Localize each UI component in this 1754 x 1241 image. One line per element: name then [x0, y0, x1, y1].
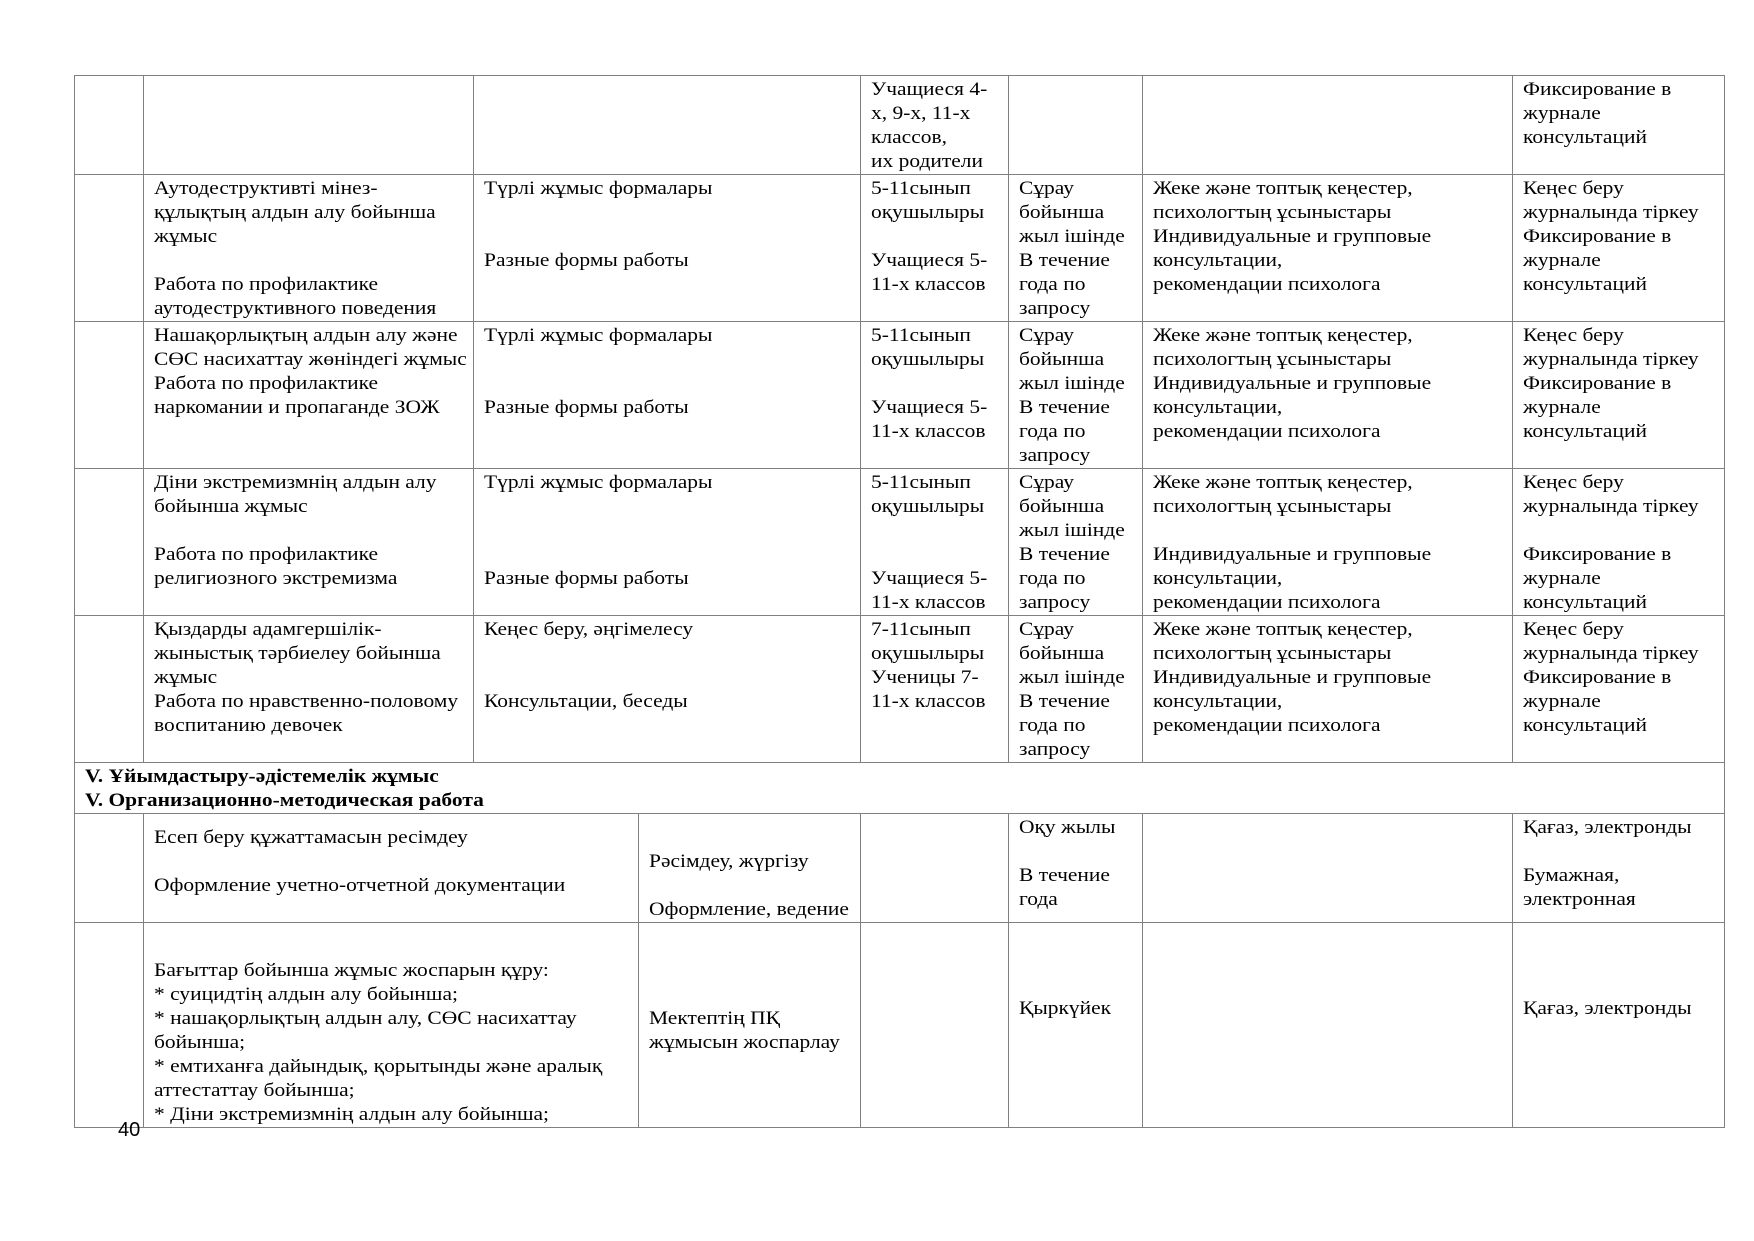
- participants-cell: [861, 76, 1009, 175]
- cell-line: 5-11сынып: [871, 178, 971, 199]
- cell-line: журнале: [1523, 691, 1601, 712]
- cell-line: Фиксирование в: [1523, 79, 1672, 100]
- cell-line: 7-11сынып: [871, 619, 971, 640]
- cell-line: 11-х классов: [871, 592, 986, 613]
- cell-line: [871, 225, 987, 249]
- cell-line: оқушылыры: [871, 496, 985, 517]
- record-cell: [1513, 322, 1725, 469]
- timing-cell: [1009, 923, 1143, 1128]
- cell-line: журнале: [1523, 103, 1601, 124]
- cell-line: бойынша: [1019, 496, 1105, 517]
- cell-line: [484, 225, 712, 249]
- section-header: [75, 763, 1725, 814]
- cell-line: [649, 959, 840, 983]
- cell-line: запросу: [1019, 592, 1091, 613]
- cell-line: Кеңес беру: [1523, 472, 1624, 493]
- cell-line: [484, 495, 712, 519]
- cell-line: оқушылыры: [871, 202, 985, 223]
- record-cell: [1513, 175, 1725, 322]
- cell-line: Индивидуальные и групповые: [1153, 373, 1432, 394]
- timing-cell: [1009, 814, 1143, 923]
- cell-line: [484, 372, 712, 396]
- cell-line: наркомании и пропаганде ЗОЖ: [154, 397, 440, 418]
- cell-line: жыл ішінде: [1019, 667, 1125, 688]
- table-row: [75, 76, 1725, 175]
- cell-line: Работа по профилактике: [154, 544, 379, 565]
- cell-line: Қағаз, электронды: [1523, 817, 1692, 838]
- cell-line: Түрлі жұмыс формалары: [484, 325, 713, 346]
- participants-cell: [861, 322, 1009, 469]
- cell-line: [649, 826, 849, 850]
- cell-line: журнале: [1523, 397, 1601, 418]
- cell-line: 5-11сынып: [871, 325, 971, 346]
- form-cell: [639, 923, 861, 1128]
- cell-line: Индивидуальные и групповые: [1153, 226, 1432, 247]
- row-number-cell: [75, 923, 144, 1128]
- cell-line: консультации,: [1153, 397, 1283, 418]
- cell-line: журнале: [1523, 568, 1601, 589]
- timing-cell: [1009, 175, 1143, 322]
- participants-cell: [861, 814, 1009, 923]
- cell-line: года по: [1019, 274, 1086, 295]
- cell-line: рекомендации психолога: [1153, 274, 1381, 295]
- row-number-cell: [75, 322, 144, 469]
- cell-line: консультаций: [1523, 592, 1647, 613]
- cell-line: [649, 935, 840, 959]
- cell-line: консультаций: [1523, 274, 1647, 295]
- cell-line: * нашақорлықтың алдын алу, СӨС насихаттау: [154, 1008, 577, 1029]
- cell-line: Разные формы работы: [484, 568, 689, 589]
- activity-cell: [144, 616, 474, 763]
- timing-cell: [1009, 469, 1143, 616]
- cell-line: оқушылыры: [871, 349, 985, 370]
- cell-line: психологтың ұсыныстары: [1153, 349, 1392, 370]
- timing-cell: [1009, 76, 1143, 175]
- cell-line: рекомендации психолога: [1153, 715, 1381, 736]
- activity-cell: [144, 76, 474, 175]
- cell-line: Рәсімдеу, жүргізу: [649, 851, 809, 872]
- cell-line: [1019, 973, 1111, 997]
- table-row: [75, 616, 1725, 763]
- table-row: [75, 814, 1725, 923]
- cell-line: журналында тіркеу: [1523, 643, 1699, 664]
- row-number-cell: [75, 76, 144, 175]
- cell-line: консультаций: [1523, 715, 1647, 736]
- table-row: [75, 175, 1725, 322]
- cell-line: Жеке және топтық кеңестер,: [1153, 619, 1413, 640]
- form-cell: [474, 322, 861, 469]
- cell-line: [484, 348, 712, 372]
- cell-line: жыныстық тәрбиелеу бойынша: [154, 643, 441, 664]
- cell-line: журналында тіркеу: [1523, 349, 1699, 370]
- cell-line: Оқу жылы: [1019, 817, 1116, 838]
- row-number-cell: [75, 175, 144, 322]
- cell-line: [871, 543, 987, 567]
- cell-line: электронная: [1523, 889, 1636, 910]
- cell-line: [1523, 840, 1692, 864]
- cell-line: [1523, 925, 1692, 949]
- cell-line: х, 9-х, 11-х: [871, 103, 971, 124]
- cell-line: жұмыс: [154, 667, 218, 688]
- cell-line: * Діни экстремизмнің алдын алу бойынша;: [154, 1104, 550, 1125]
- cell-line: консультации,: [1153, 691, 1283, 712]
- cell-line: Жеке және топтық кеңестер,: [1153, 472, 1413, 493]
- cell-line: Консультации, беседы: [484, 691, 688, 712]
- row-number-cell: [75, 469, 144, 616]
- cell-line: года: [1019, 889, 1058, 910]
- cell-line: Работа по профилактике: [154, 274, 379, 295]
- cell-line: Қағаз, электронды: [1523, 998, 1692, 1019]
- cell-line: журналында тіркеу: [1523, 496, 1699, 517]
- cell-line: консультации,: [1153, 250, 1283, 271]
- cell-line: Мектептің ПҚ: [649, 1008, 780, 1029]
- cell-line: Оформление учетно-отчетной документации: [154, 875, 566, 896]
- cell-line: Ученицы 7-: [871, 667, 979, 688]
- cell-line: жұмысын жоспарлау: [649, 1032, 840, 1053]
- cell-line: Индивидуальные и групповые: [1153, 544, 1432, 565]
- cell-line: [484, 519, 712, 543]
- cell-line: В течение: [1019, 397, 1110, 418]
- cell-line: жыл ішінде: [1019, 520, 1125, 541]
- record-cell: [1513, 616, 1725, 763]
- row-number-cell: [75, 814, 144, 923]
- cell-line: бойынша: [1019, 643, 1105, 664]
- cell-line: журналында тіркеу: [1523, 202, 1699, 223]
- cell-line: құлықтың алдын алу бойынша: [154, 202, 436, 223]
- participants-cell: [861, 469, 1009, 616]
- cell-line: психологтың ұсыныстары: [1153, 202, 1392, 223]
- cell-line: [154, 935, 602, 959]
- cell-line: 5-11сынып: [871, 472, 971, 493]
- cell-line: Кеңес беру: [1523, 178, 1624, 199]
- form-cell: [474, 469, 861, 616]
- timing-cell: [1009, 616, 1143, 763]
- cell-line: Діни экстремизмнің алдын алу: [154, 472, 437, 493]
- cell-line: 11-х классов: [871, 421, 986, 442]
- cell-line: Фиксирование в: [1523, 373, 1672, 394]
- cell-line: 11-х классов: [871, 691, 986, 712]
- cell-line: [154, 249, 436, 273]
- cell-line: бойынша: [1019, 349, 1105, 370]
- cell-line: религиозного экстремизма: [154, 568, 398, 589]
- cell-line: Кеңес беру: [1523, 325, 1624, 346]
- cell-line: Түрлі жұмыс формалары: [484, 178, 713, 199]
- cell-line: аттестаттау бойынша;: [154, 1080, 355, 1101]
- row-number-cell: [75, 616, 144, 763]
- cell-line: Индивидуальные и групповые: [1153, 667, 1432, 688]
- activity-cell: [144, 923, 639, 1128]
- cell-line: запросу: [1019, 298, 1091, 319]
- cell-line: Кеңес беру, әңгімелесу: [484, 619, 694, 640]
- cell-line: Қыздарды адамгершілік-: [154, 619, 382, 640]
- record-cell: [1513, 814, 1725, 923]
- cell-line: Разные формы работы: [484, 397, 689, 418]
- cell-line: оқушылыры: [871, 643, 985, 664]
- table-row: [75, 469, 1725, 616]
- cell-line: Фиксирование в: [1523, 226, 1672, 247]
- cell-line: консультаций: [1523, 421, 1647, 442]
- cell-line: Учащиеся 4-: [871, 79, 988, 100]
- cell-line: Аутодеструктивті мінез-: [154, 178, 378, 199]
- cell-line: Нашақорлықтың алдын алу және: [154, 325, 458, 346]
- cell-line: [1523, 949, 1692, 973]
- cell-line: их родители: [871, 151, 983, 172]
- cell-line: журнале: [1523, 250, 1601, 271]
- cell-line: жұмыс: [154, 226, 218, 247]
- cell-line: бойынша жұмыс: [154, 496, 308, 517]
- cell-line: Сұрау: [1019, 325, 1074, 346]
- participants-cell: [861, 923, 1009, 1128]
- plan-table: [74, 75, 1725, 1128]
- cell-line: Работа по профилактике: [154, 373, 379, 394]
- cell-line: [484, 201, 712, 225]
- cell-line: В течение: [1019, 544, 1110, 565]
- cell-line: * емтиханға дайындық, қорытынды және аралық: [154, 1056, 603, 1077]
- cell-line: [649, 983, 840, 1007]
- cell-line: СӨС насихаттау жөніндегі жұмыс: [154, 349, 467, 370]
- cell-line: запросу: [1019, 739, 1091, 760]
- section-title: V. Ұйымдастыру-әдістемелік жұмыс: [85, 766, 439, 787]
- cell-line: Учащиеся 5-: [871, 397, 988, 418]
- result-cell: [1143, 76, 1513, 175]
- cell-line: Сұрау: [1019, 619, 1074, 640]
- cell-line: Түрлі жұмыс формалары: [484, 472, 713, 493]
- cell-line: психологтың ұсыныстары: [1153, 496, 1392, 517]
- table-row: [75, 322, 1725, 469]
- timing-cell: [1009, 322, 1143, 469]
- cell-line: психологтың ұсыныстары: [1153, 643, 1392, 664]
- cell-line: года по: [1019, 715, 1086, 736]
- cell-line: Қыркүйек: [1019, 998, 1112, 1019]
- activity-cell: [144, 469, 474, 616]
- form-cell: [474, 616, 861, 763]
- cell-line: рекомендации психолога: [1153, 592, 1381, 613]
- cell-line: [484, 666, 693, 690]
- cell-line: запросу: [1019, 445, 1091, 466]
- cell-line: Жеке және топтық кеңестер,: [1153, 325, 1413, 346]
- cell-line: [484, 543, 712, 567]
- cell-line: Оформление, ведение: [649, 899, 849, 920]
- cell-line: [1153, 519, 1431, 543]
- cell-line: года по: [1019, 421, 1086, 442]
- cell-line: * суицидтің алдын алу бойынша;: [154, 984, 458, 1005]
- record-cell: [1513, 76, 1725, 175]
- cell-line: Фиксирование в: [1523, 667, 1672, 688]
- result-cell: [1143, 469, 1513, 616]
- cell-line: бойынша: [1019, 202, 1105, 223]
- form-cell: [639, 814, 861, 923]
- participants-cell: [861, 616, 1009, 763]
- cell-line: классов,: [871, 127, 947, 148]
- cell-line: В течение: [1019, 691, 1110, 712]
- section-header-row: [75, 763, 1725, 814]
- cell-line: [1019, 949, 1111, 973]
- activity-cell: [144, 175, 474, 322]
- cell-line: [871, 519, 987, 543]
- cell-line: В течение: [1019, 865, 1110, 886]
- cell-line: Бағыттар бойынша жұмыс жоспарын құру:: [154, 960, 549, 981]
- result-cell: [1143, 322, 1513, 469]
- cell-line: [484, 642, 693, 666]
- activity-cell: [144, 814, 639, 923]
- participants-cell: [861, 175, 1009, 322]
- record-cell: [1513, 923, 1725, 1128]
- cell-line: [649, 874, 849, 898]
- cell-line: консультации,: [1153, 568, 1283, 589]
- cell-line: воспитанию девочек: [154, 715, 343, 736]
- cell-line: [1019, 925, 1111, 949]
- cell-line: Жеке және топтық кеңестер,: [1153, 178, 1413, 199]
- cell-line: рекомендации психолога: [1153, 421, 1381, 442]
- cell-line: [871, 372, 987, 396]
- cell-line: Сұрау: [1019, 178, 1074, 199]
- cell-line: [1523, 973, 1692, 997]
- result-cell: [1143, 175, 1513, 322]
- cell-line: В течение: [1019, 250, 1110, 271]
- cell-line: [154, 850, 565, 874]
- result-cell: [1143, 814, 1513, 923]
- cell-line: Фиксирование в: [1523, 544, 1672, 565]
- cell-line: Сұрау: [1019, 472, 1074, 493]
- cell-line: Учащиеся 5-: [871, 568, 988, 589]
- form-cell: [474, 175, 861, 322]
- section-title: V. Организационно-методическая работа: [85, 790, 484, 811]
- record-cell: [1513, 469, 1725, 616]
- cell-line: аутодеструктивного поведения: [154, 298, 437, 319]
- activity-cell: [144, 322, 474, 469]
- cell-line: жыл ішінде: [1019, 226, 1125, 247]
- cell-line: жыл ішінде: [1019, 373, 1125, 394]
- cell-line: Кеңес беру: [1523, 619, 1624, 640]
- cell-line: Есеп беру құжаттамасын ресімдеу: [154, 827, 468, 848]
- cell-line: [1523, 519, 1699, 543]
- cell-line: [154, 519, 436, 543]
- cell-line: консультаций: [1523, 127, 1647, 148]
- result-cell: [1143, 616, 1513, 763]
- table-row: [75, 923, 1725, 1128]
- cell-line: Разные формы работы: [484, 250, 689, 271]
- cell-line: Работа по нравственно-половому: [154, 691, 459, 712]
- form-cell: [474, 76, 861, 175]
- result-cell: [1143, 923, 1513, 1128]
- page-number: 40: [118, 1119, 141, 1141]
- cell-line: 11-х классов: [871, 274, 986, 295]
- cell-line: [1019, 840, 1115, 864]
- cell-line: бойынша;: [154, 1032, 246, 1053]
- cell-line: года по: [1019, 568, 1086, 589]
- cell-line: Бумажная,: [1523, 865, 1620, 886]
- cell-line: Учащиеся 5-: [871, 250, 988, 271]
